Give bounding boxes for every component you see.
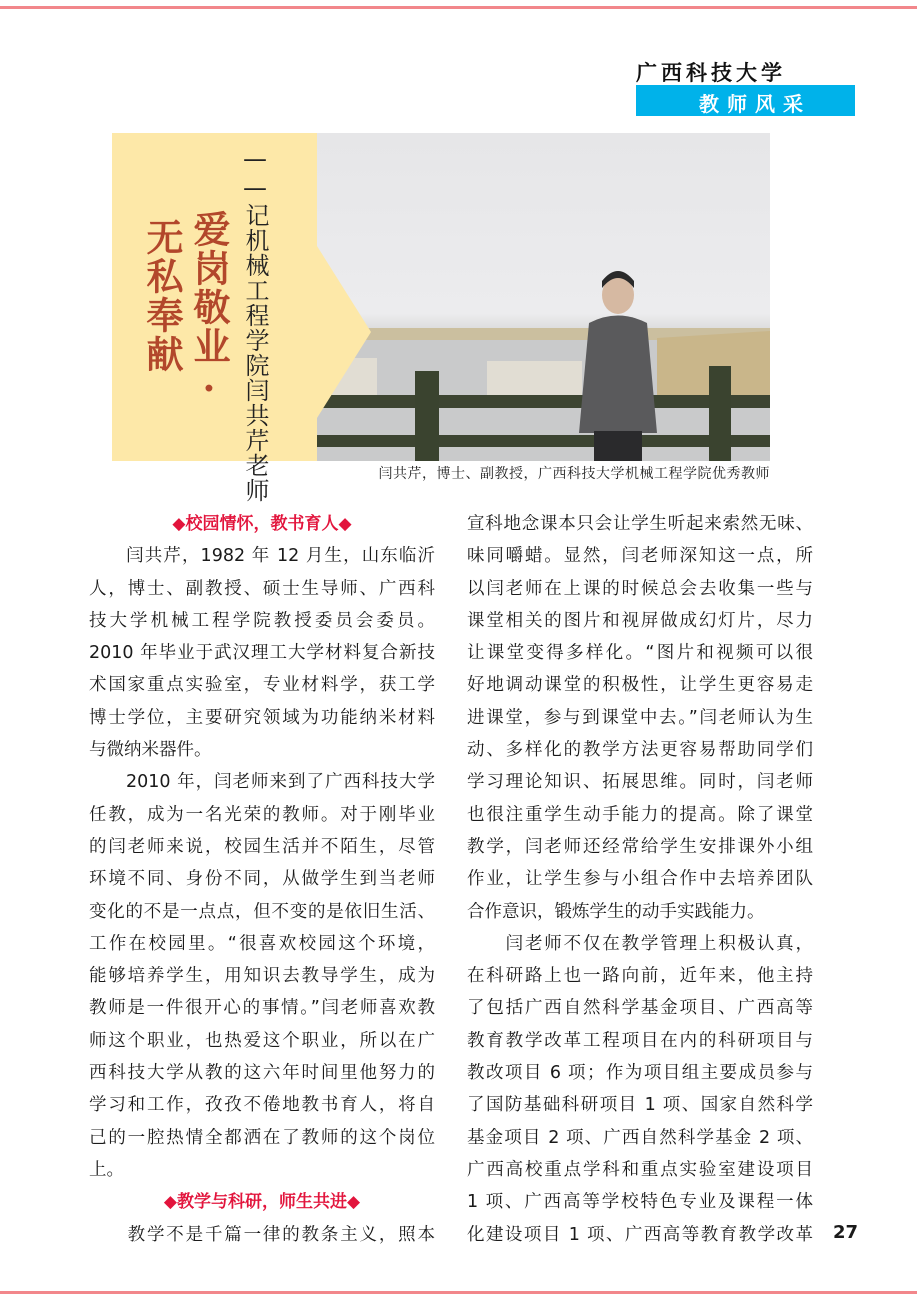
text-line: 了国防基础科研项目 1 项、国家自然科学 [467, 1095, 813, 1116]
text-line: 宣科地念课本只会让学生听起来索然无味、 [467, 514, 813, 534]
text-line: 在科研路上也一路向前，近年来，他主持 [467, 966, 813, 987]
paragraph [89, 540, 435, 766]
article-column-right [467, 508, 813, 1251]
article-column-left [89, 508, 435, 1251]
text-line: 学习和工作，孜孜不倦地教书育人，将自 [89, 1095, 435, 1116]
text-line: 了包括广西自然科学基金项目、广西高等 [467, 998, 813, 1019]
text-line: 作业，让学生参与小组合作中去培养团队 [467, 869, 813, 890]
article-subtitle: ——记机械工程学院闫共芹老师 [241, 145, 269, 503]
text-line: 西科技大学从教的这六年时间里他努力的 [89, 1063, 435, 1084]
text-line: 动、多样化的教学方法更容易帮助同学们 [467, 740, 813, 761]
section-heading: ◆教学与科研，师生共进◆ [163, 1192, 361, 1213]
text-line: 教学不是千篇一律的教条主义，照本 [89, 1224, 435, 1245]
top-rule [0, 6, 917, 9]
paragraph [467, 928, 813, 1251]
text-line: 2010 年，闫老师来到了广西科技大学 [89, 772, 435, 793]
text-line: 能够培养学生，用知识去教导学生，成为 [89, 966, 435, 987]
article-title-line2: 无私奉献 [140, 218, 184, 374]
text-line: 教改项目 6 项；作为项目组主要成员参与 [467, 1063, 813, 1084]
text-line: 人，博士、副教授、硕士生导师、广西科 [89, 578, 435, 599]
text-line: 1 项、广西高等学校特色专业及课程一体 [467, 1192, 813, 1213]
text-line: 学习理论知识、拓展思维。同时，闫老师 [467, 772, 813, 793]
text-line: 环境不同、身份不同，从做学生到当老师 [89, 869, 435, 890]
text-line: 基金项目 2 项、广西自然科学基金 2 项、 [467, 1127, 813, 1148]
text-line: 以闫老师在上课的时候总会去收集一些与 [467, 578, 813, 599]
text-line: 术国家重点实验室，专业材料学，获工学 [89, 675, 435, 696]
text-line: 师这个职业，也热爱这个职业，所以在广 [89, 1030, 435, 1051]
text-line: 变化的不是一点点，但不变的是依旧生活、 [89, 901, 435, 922]
text-line: 化建设项目 1 项、广西高等教育教学改革 [467, 1224, 813, 1245]
article-title-line1: 爱岗敬业· [187, 210, 231, 412]
text-line: 广西高校重点学科和重点实验室建设项目 [467, 1159, 813, 1180]
text-line: 让课堂变得多样化。“图片和视频可以很 [467, 643, 813, 664]
text-line: 闫老师不仅在教学管理上积极认真， [467, 933, 813, 954]
paragraph [89, 766, 435, 1186]
text-line: 己的一腔热情全都洒在了教师的这个岗位 [89, 1127, 435, 1148]
text-line: 教育教学改革工程项目在内的科研项目与 [467, 1030, 813, 1051]
text-line: 工作在校园里。“很喜欢校园这个环境， [89, 933, 435, 954]
text-line: 的闫老师来说，校园生活并不陌生，尽管 [89, 836, 435, 857]
text-line: 闫共芹，1982 年 12 月生，山东临沂 [89, 546, 435, 567]
paragraph [467, 508, 813, 928]
page-number: 27 [833, 1222, 859, 1243]
text-line: 也很注重学生动手能力的提高。除了课堂 [467, 804, 813, 825]
photo-illustration [317, 133, 770, 461]
photo-caption: 闫共芹，博士、副教授，广西科技大学机械工程学院优秀教师 [378, 466, 770, 482]
text-line: 教学，闫老师还经常给学生安排课外小组 [467, 836, 813, 857]
paragraph [89, 1219, 435, 1251]
text-line: 博士学位，主要研究领域为功能纳米材料 [89, 707, 435, 728]
section-heading: ◆校园情怀，教书育人◆ [172, 514, 352, 534]
title-panel-arrow [317, 246, 371, 418]
section-banner [636, 85, 855, 116]
text-line: 合作意识，锻炼学生的动手实践能力。 [467, 901, 765, 922]
text-line: 上。 [89, 1159, 124, 1180]
teacher-photo [317, 133, 770, 461]
text-line: 味同嚼蜡。显然，闫老师深知这一点，所 [467, 546, 813, 567]
text-line: 课堂相关的图片和视屏做成幻灯片，尽力 [467, 610, 813, 631]
text-line: 任教，成为一名光荣的教师。对于刚毕业 [89, 804, 435, 825]
text-line: 2010 年毕业于武汉理工大学材料复合新技 [89, 643, 435, 664]
bottom-rule [0, 1291, 917, 1294]
text-line: 好地调动课堂的积极性，让学生更容易走 [467, 675, 813, 696]
text-line: 技大学机械工程学院教授委员会委员。 [89, 610, 435, 631]
section-title: 教师风采 [699, 92, 811, 116]
text-line: 进课堂，参与到课堂中去。”闫老师认为生 [467, 707, 813, 728]
running-header-school: 广西科技大学 [636, 61, 786, 85]
text-line: 教师是一件很开心的事情。”闫老师喜欢教 [89, 998, 435, 1019]
text-line: 与微纳米器件。 [89, 740, 212, 761]
